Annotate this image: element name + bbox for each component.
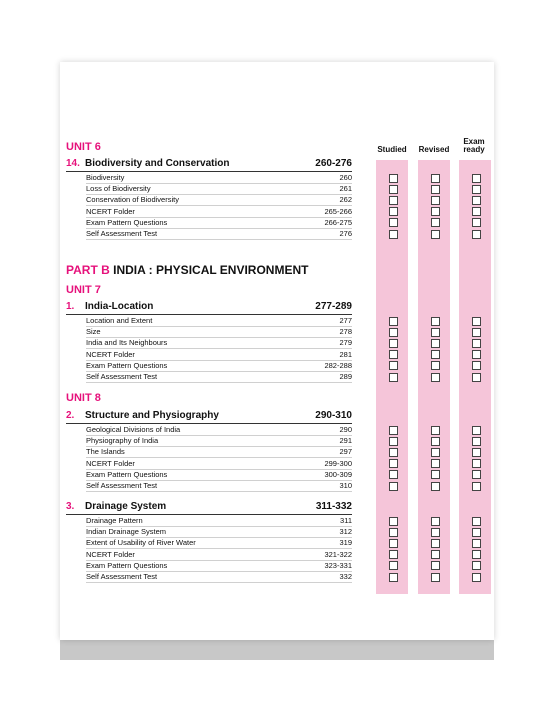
revised-checkbox[interactable]	[431, 517, 440, 526]
revised-checkbox[interactable]	[431, 459, 440, 468]
toc-row	[86, 183, 352, 195]
toc-row-pages: 297	[339, 447, 352, 457]
chapter-title: Drainage System	[85, 501, 167, 512]
exam-ready-checkbox[interactable]	[472, 573, 481, 582]
toc-row-pages: 265-266	[324, 206, 352, 216]
toc-row-title: Geological Divisions of India	[86, 425, 181, 434]
toc-row-title: Location and Extent	[86, 316, 153, 325]
toc-row	[86, 326, 352, 338]
exam-ready-checkbox[interactable]	[472, 437, 481, 446]
studied-checkbox[interactable]	[389, 230, 398, 239]
studied-checkbox[interactable]	[389, 470, 398, 479]
chapter-pages: 260-276	[315, 158, 352, 169]
toc-row-title: NCERT Folder	[86, 206, 135, 216]
toc-row	[86, 469, 352, 481]
revised-checkbox[interactable]	[431, 539, 440, 548]
studied-checkbox[interactable]	[389, 350, 398, 359]
toc-row	[86, 349, 352, 361]
toc-row-pages: 312	[339, 527, 352, 537]
part-name: INDIA : PHYSICAL ENVIRONMENT	[113, 263, 309, 277]
toc-row-title: Loss of Biodiversity	[86, 184, 151, 194]
toc-row	[86, 315, 352, 327]
chapter-title: Structure and Physiography	[85, 410, 219, 421]
toc-row-rule	[86, 382, 352, 383]
toc-row-pages: 311	[340, 516, 352, 525]
exam-ready-checkbox[interactable]	[472, 459, 481, 468]
exam-ready-checkbox[interactable]	[472, 207, 481, 216]
toc-row-title: Exam Pattern Questions	[86, 217, 168, 227]
revised-checkbox[interactable]	[431, 339, 440, 348]
col-header-revised: Revised	[418, 145, 450, 154]
toc-row	[86, 571, 352, 583]
exam-ready-checkbox[interactable]	[472, 339, 481, 348]
toc-row-pages: 299-300	[324, 458, 352, 468]
revised-checkbox[interactable]	[431, 230, 440, 239]
toc-row	[86, 480, 352, 492]
revised-checkbox[interactable]	[431, 328, 440, 337]
studied-checkbox[interactable]	[389, 185, 398, 194]
exam-ready-checkbox[interactable]	[472, 539, 481, 548]
revised-checkbox[interactable]	[431, 426, 440, 435]
toc-row-pages: 289	[339, 372, 352, 381]
studied-checkbox[interactable]	[389, 339, 398, 348]
revised-checkbox[interactable]	[431, 448, 440, 457]
toc-row	[86, 549, 352, 561]
chapter-title: Biodiversity and Conservation	[85, 158, 230, 169]
exam-ready-checkbox[interactable]	[472, 426, 481, 435]
toc-row-pages: 266-275	[324, 217, 352, 227]
studied-checkbox[interactable]	[389, 426, 398, 435]
chapter-2	[66, 410, 352, 424]
exam-ready-checkbox[interactable]	[472, 470, 481, 479]
col-header-exam-ready	[456, 138, 492, 154]
revised-checkbox[interactable]	[431, 317, 440, 326]
studied-checkbox[interactable]	[389, 561, 398, 570]
page-stack-shadow	[60, 640, 494, 660]
exam-ready-checkbox[interactable]	[472, 561, 481, 570]
revised-checkbox[interactable]	[431, 573, 440, 582]
toc-row-title: Self Assessment Test	[86, 481, 158, 490]
revised-checkbox[interactable]	[431, 470, 440, 479]
toc-row-rule	[86, 491, 352, 492]
unit-7-heading: UNIT 7	[66, 284, 101, 296]
toc-row-pages: 282-288	[324, 360, 352, 370]
toc-row-title: Indian Drainage System	[86, 527, 167, 537]
toc-row-pages: 260	[339, 173, 352, 182]
toc-row-title: Biodiversity	[86, 173, 125, 182]
revised-checkbox[interactable]	[431, 185, 440, 194]
toc-row-pages: 319	[339, 538, 352, 548]
exam-ready-checkbox[interactable]	[472, 373, 481, 382]
chapter-14	[66, 158, 352, 172]
revised-checkbox[interactable]	[431, 361, 440, 370]
toc-row-pages: 290	[339, 425, 352, 434]
studied-checkbox[interactable]	[389, 517, 398, 526]
chapter-title: India-Location	[85, 301, 154, 312]
studied-checkbox[interactable]	[389, 317, 398, 326]
chapter-number: 1.	[66, 301, 75, 312]
chapter-number: 3.	[66, 501, 75, 512]
toc-row	[86, 560, 352, 572]
toc-row-title: NCERT Folder	[86, 458, 135, 468]
exam-ready-checkbox[interactable]	[472, 528, 481, 537]
toc-row	[86, 526, 352, 538]
toc-row-pages: 291	[339, 436, 352, 446]
studied-checkbox[interactable]	[389, 373, 398, 382]
toc-row-title: Physiography of India	[86, 436, 159, 446]
revised-checkbox[interactable]	[431, 373, 440, 382]
toc-row	[86, 360, 352, 372]
revised-checkbox[interactable]	[431, 437, 440, 446]
exam-ready-checkbox[interactable]	[472, 174, 481, 183]
exam-ready-checkbox[interactable]	[472, 230, 481, 239]
toc-row-title: Conservation of Biodiversity	[86, 195, 179, 205]
chapter-3	[66, 501, 352, 515]
exam-ready-checkbox[interactable]	[472, 317, 481, 326]
revised-checkbox[interactable]	[431, 350, 440, 359]
part-label: PART B	[66, 263, 110, 277]
toc-row-pages: 321-322	[324, 549, 352, 559]
toc-row-title: Self Assessment Test	[86, 229, 158, 238]
toc-row	[86, 172, 352, 184]
studied-checkbox[interactable]	[389, 550, 398, 559]
toc-row-title: Exam Pattern Questions	[86, 360, 168, 370]
toc-row-title: NCERT Folder	[86, 349, 135, 359]
studied-checkbox[interactable]	[389, 573, 398, 582]
part-heading	[66, 263, 308, 277]
toc-row-pages: 281	[339, 349, 352, 359]
toc-row-title: India and Its Neighbours	[86, 338, 168, 348]
toc-row	[86, 217, 352, 229]
toc-row	[86, 435, 352, 447]
studied-checkbox[interactable]	[389, 448, 398, 457]
revised-checkbox[interactable]	[431, 174, 440, 183]
chapter-number: 14.	[66, 158, 80, 169]
toc-row-title: The Islands	[86, 447, 125, 457]
exam-ready-checkbox[interactable]	[472, 350, 481, 359]
exam-ready-checkbox[interactable]	[472, 218, 481, 227]
studied-checkbox[interactable]	[389, 218, 398, 227]
toc-row-title: Drainage Pattern	[86, 516, 143, 525]
toc-row-title: Exam Pattern Questions	[86, 560, 168, 570]
col-header-exam-ready-text: Exam ready	[463, 137, 485, 154]
toc-row-pages: 276	[339, 229, 352, 238]
toc-row-pages: 262	[339, 195, 352, 205]
toc-row-pages: 310	[339, 481, 352, 490]
toc-row	[86, 228, 352, 240]
toc-row-pages: 261	[339, 184, 352, 194]
studied-checkbox[interactable]	[389, 174, 398, 183]
toc-row	[86, 206, 352, 218]
col-header-studied: Studied	[377, 145, 407, 154]
revised-checkbox[interactable]	[431, 550, 440, 559]
revised-checkbox[interactable]	[431, 218, 440, 227]
chapter-1	[66, 301, 352, 315]
exam-ready-checkbox[interactable]	[472, 482, 481, 491]
exam-ready-checkbox[interactable]	[472, 448, 481, 457]
toc-row-title: Self Assessment Test	[86, 372, 158, 381]
studied-checkbox[interactable]	[389, 437, 398, 446]
toc-row	[86, 337, 352, 349]
toc-row-title: Self Assessment Test	[86, 572, 158, 581]
chapter-pages: 290-310	[315, 410, 352, 421]
unit-8-heading: UNIT 8	[66, 392, 101, 404]
toc-row	[86, 424, 352, 436]
toc-row	[86, 371, 352, 383]
revised-checkbox[interactable]	[431, 528, 440, 537]
toc-row-pages: 300-309	[324, 469, 352, 479]
exam-ready-checkbox[interactable]	[472, 550, 481, 559]
revised-checkbox[interactable]	[431, 196, 440, 205]
unit-6-heading: UNIT 6	[66, 141, 101, 153]
studied-checkbox[interactable]	[389, 528, 398, 537]
toc-row-pages: 279	[339, 338, 352, 348]
exam-ready-checkbox[interactable]	[472, 517, 481, 526]
studied-checkbox[interactable]	[389, 328, 398, 337]
toc-row-pages: 277	[339, 316, 352, 325]
toc-row-rule	[86, 239, 352, 240]
studied-checkbox[interactable]	[389, 361, 398, 370]
studied-checkbox[interactable]	[389, 482, 398, 491]
toc-row-title: Exam Pattern Questions	[86, 469, 168, 479]
studied-checkbox[interactable]	[389, 196, 398, 205]
toc-row-title: Extent of Usability of River Water	[86, 538, 196, 548]
revised-checkbox[interactable]	[431, 561, 440, 570]
studied-checkbox[interactable]	[389, 459, 398, 468]
toc-row	[86, 537, 352, 549]
toc-row-title: NCERT Folder	[86, 549, 135, 559]
toc-row	[86, 515, 352, 527]
exam-ready-checkbox[interactable]	[472, 185, 481, 194]
toc-row-pages: 332	[339, 572, 352, 581]
toc-row	[86, 446, 352, 458]
toc-row	[86, 194, 352, 206]
studied-checkbox[interactable]	[389, 539, 398, 548]
exam-ready-checkbox[interactable]	[472, 196, 481, 205]
revised-checkbox[interactable]	[431, 482, 440, 491]
toc-row-rule	[86, 582, 352, 583]
chapter-pages: 311-332	[315, 501, 352, 512]
toc-row-title: Size	[86, 327, 101, 337]
toc-row-pages: 323-331	[324, 560, 352, 570]
studied-checkbox[interactable]	[389, 207, 398, 216]
toc-row-pages: 278	[339, 327, 352, 337]
exam-ready-checkbox[interactable]	[472, 361, 481, 370]
exam-ready-checkbox[interactable]	[472, 328, 481, 337]
chapter-pages: 277-289	[315, 301, 352, 312]
toc-row	[86, 458, 352, 470]
chapter-number: 2.	[66, 410, 75, 421]
revised-checkbox[interactable]	[431, 207, 440, 216]
